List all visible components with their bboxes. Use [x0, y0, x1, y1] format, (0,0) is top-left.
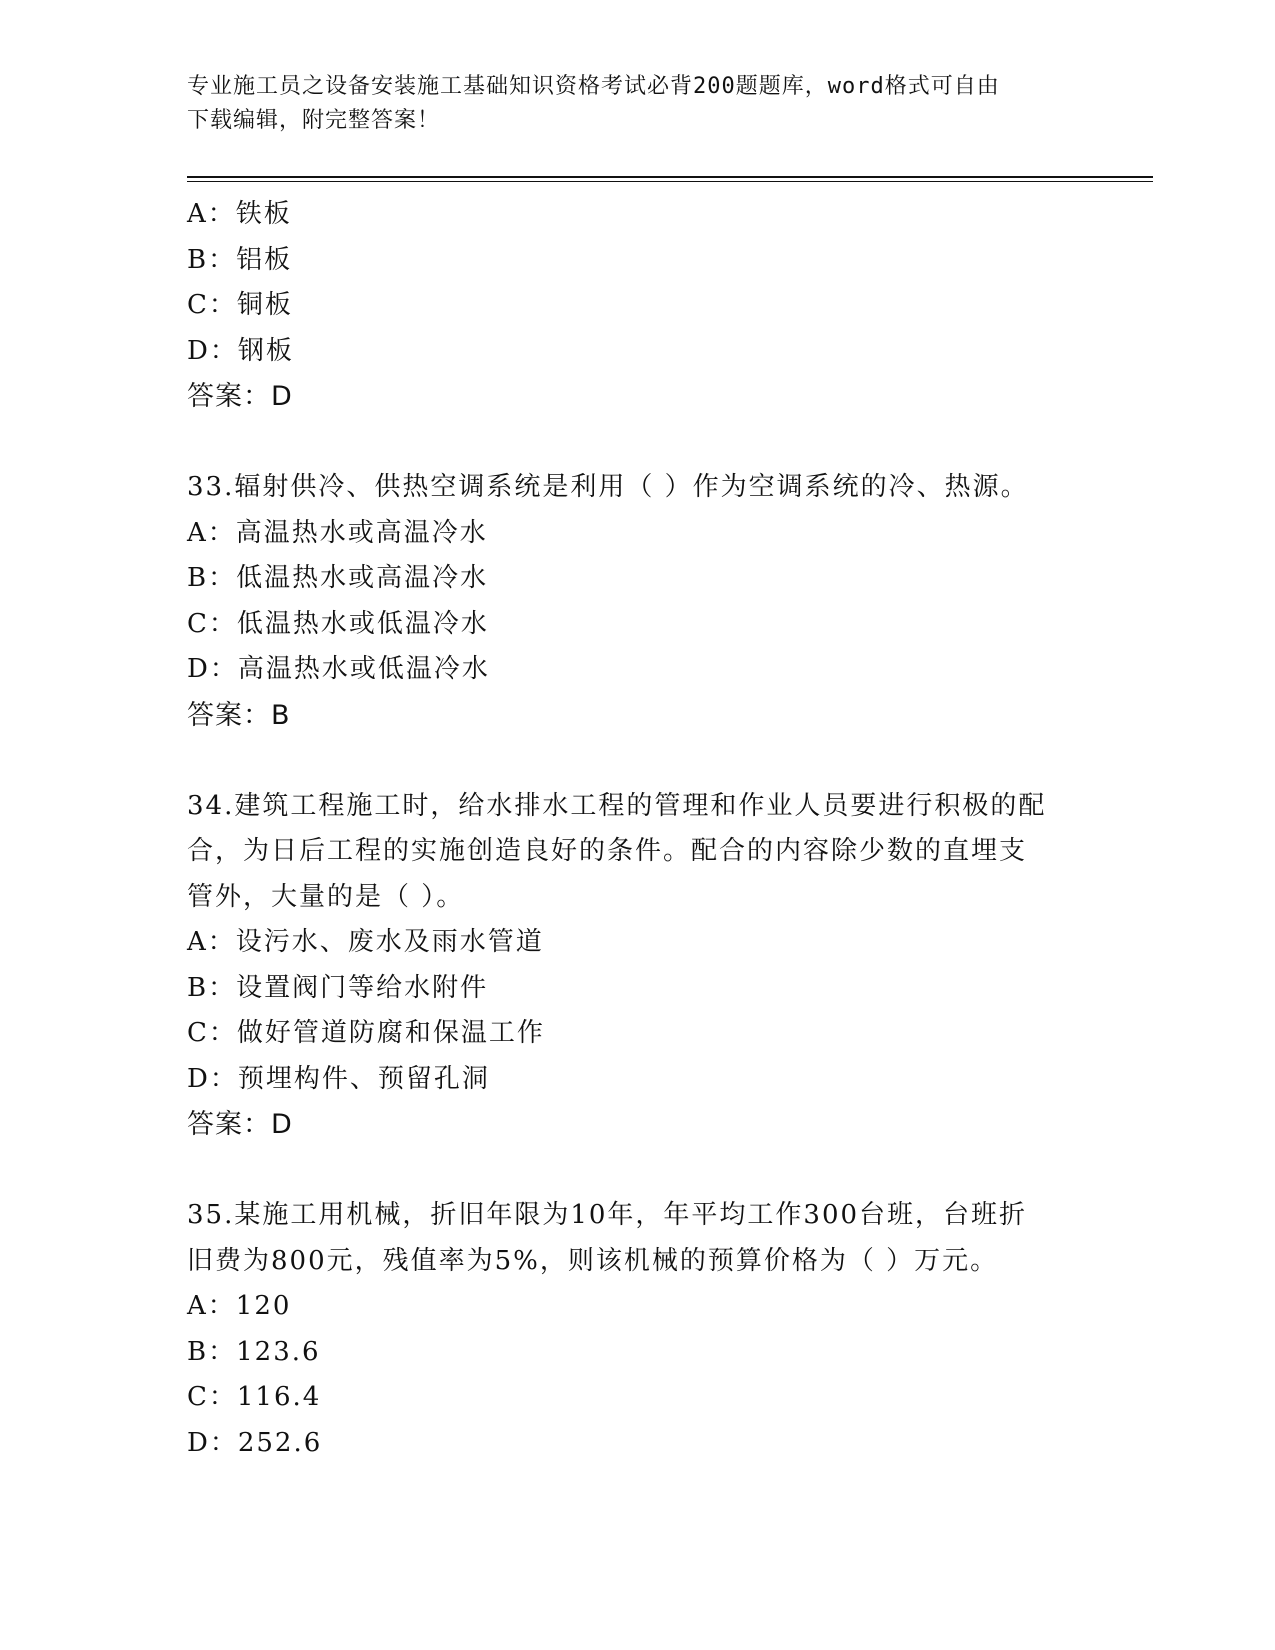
q35-option-a: A：120 — [187, 1291, 292, 1321]
q32-option-b: B：铝板 — [187, 244, 293, 275]
header-divider-thin — [187, 181, 1153, 182]
document-header — [187, 70, 1067, 138]
q32-option-d: D：钢板 — [187, 335, 294, 366]
q35-option-b: B：123.6 — [187, 1336, 321, 1367]
q32-option-c: C：铜板 — [187, 290, 293, 320]
header-divider — [187, 176, 1153, 178]
q35-option-c: C：116.4 — [187, 1382, 322, 1412]
spacer — [187, 1148, 1087, 1194]
q34-option-c: C：做好管道防腐和保温工作 — [187, 1018, 545, 1048]
q33-option-c: C：低温热水或低温冷水 — [187, 608, 489, 639]
q33-option-b: B：低温热水或高温冷水 — [187, 563, 489, 593]
q32-answer: 答案：D — [187, 381, 293, 412]
q35-option-d: D：252.6 — [187, 1427, 323, 1458]
q34-question-line-3: 管外，大量的是（ ）。 — [187, 881, 465, 912]
question-content — [187, 192, 1087, 1466]
q34-option-a: A：设污水、废水及雨水管道 — [187, 927, 544, 957]
q34-option-d: D：预埋构件、预留孔洞 — [187, 1063, 490, 1094]
q33-option-a: A：高温热水或高温冷水 — [187, 517, 488, 548]
q35-question-line-1: 35.某施工用机械，折旧年限为10年，年平均工作300台班，台班折 — [187, 1200, 1028, 1230]
q33-question: 33.辐射供冷、供热空调系统是利用（ ）作为空调系统的冷、热源。 — [187, 472, 1029, 502]
q32-option-a: A：铁板 — [187, 199, 292, 229]
q34-option-b: B：设置阀门等给水附件 — [187, 972, 489, 1003]
q33-option-d: D：高温热水或低温冷水 — [187, 654, 490, 684]
q34-question-line-1: 34.建筑工程施工时，给水排水工程的管理和作业人员要进行积极的配 — [187, 790, 1047, 821]
spacer — [187, 420, 1087, 466]
header-line-1: 专业施工员之设备安装施工基础知识资格考试必背200题题库，word格式可自由 — [187, 74, 1000, 99]
q34-question-line-2: 合，为日后工程的实施创造良好的条件。配合的内容除少数的直埋支 — [187, 836, 1028, 866]
q33-answer: 答案：B — [187, 699, 291, 731]
spacer — [187, 738, 1087, 784]
header-line-2: 下载编辑，附完整答案！ — [187, 108, 441, 133]
q34-answer: 答案：D — [187, 1109, 293, 1140]
q35-question-line-2: 旧费为800元，残值率为5%，则该机械的预算价格为（ ）万元。 — [187, 1245, 999, 1276]
